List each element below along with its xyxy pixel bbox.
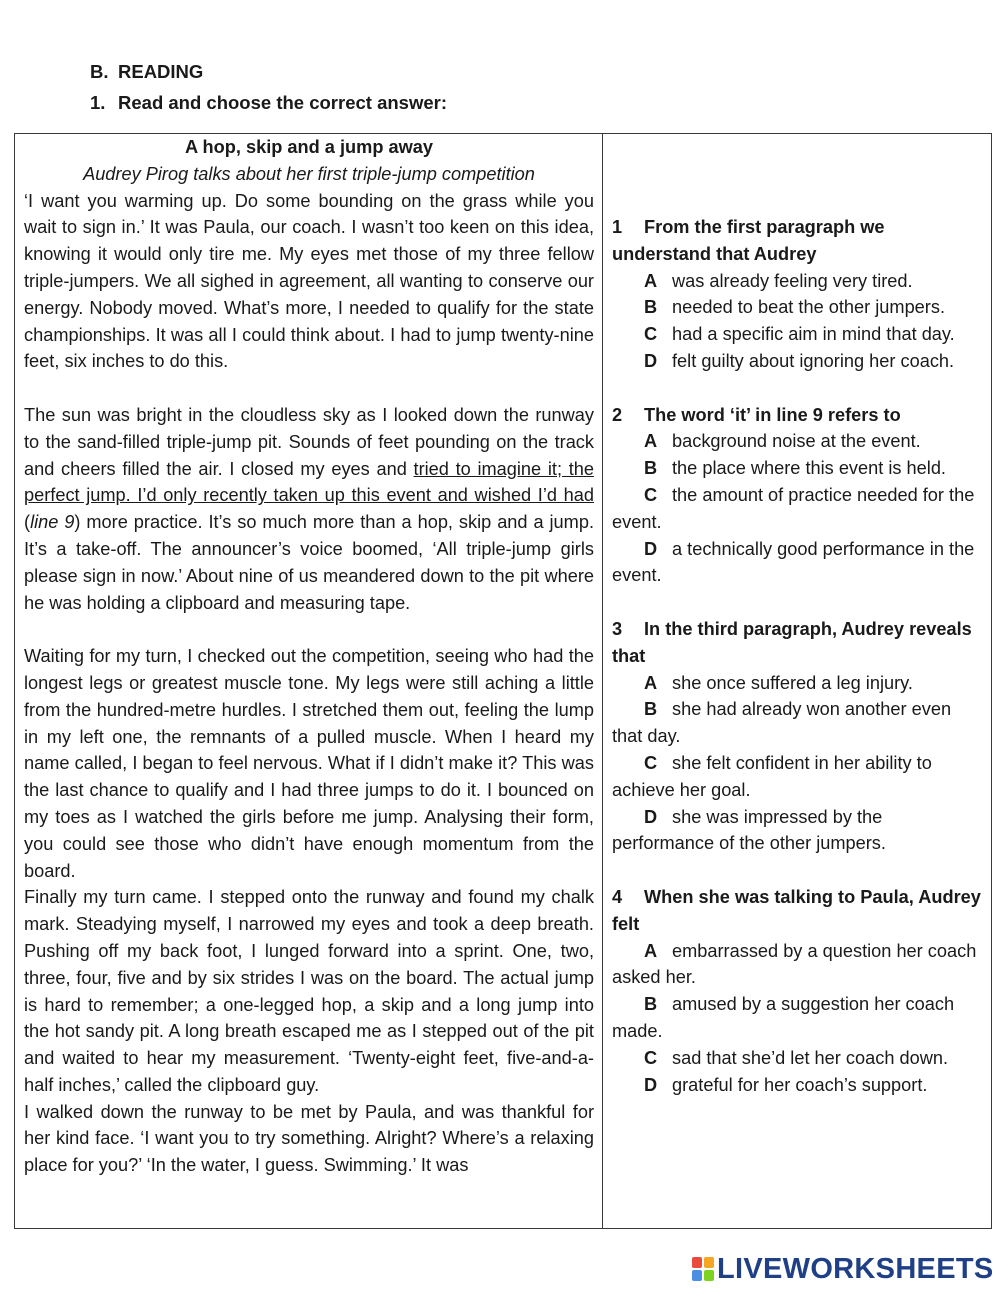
article-column (24, 134, 594, 1228)
questions-column (612, 214, 984, 1098)
section-heading (90, 61, 203, 83)
section-title: READING (118, 61, 204, 82)
option-a[interactable]: A she once suffered a leg injury. (644, 672, 913, 693)
question-stem: In the third paragraph, Audrey reveals that (612, 618, 972, 666)
option-c[interactable]: C the amount of practice needed for the event. (612, 484, 975, 532)
option-c[interactable]: C had a specific aim in mind that day. (644, 324, 955, 345)
option-d[interactable]: D she was impressed by the performance of the other jumpers. (612, 806, 886, 854)
option-a[interactable]: A was already feeling very tired. (644, 270, 913, 291)
question-2 (612, 402, 984, 590)
logo-text: LIVEWORKSHEETS (717, 1252, 994, 1285)
task-number: 1. (90, 92, 106, 113)
section-letter: B. (90, 61, 109, 82)
question-number: 3 (612, 618, 623, 639)
article-subtitle: Audrey Pirog talks about her first triple-jump competition (83, 163, 535, 184)
logo-blocks-icon (692, 1257, 714, 1281)
liveworksheets-logo[interactable] (692, 1254, 994, 1284)
paragraph-4: Finally my turn came. I stepped onto the runway and found my chalk mark. Steadying myself, I narrowed my eyes and took a deep breath. Pushing off my back foot, I lunged forward into a sprint. One, two, three, four, five and by six strides I was on the board. The actual jump is hard to remember; a one-legged hop, a skip and a long jump into the hot sandy pit. A long breath escaped me as I stepped out of the pit and waited to hear my measurement. ‘Twenty-eight feet, five-and-a-half inches,’ called the clipboard guy. (24, 887, 594, 1095)
paragraph-2-rest: ) more practice. It’s so much more than a hop, skip and a jump. It’s a take-off. The announcer’s voice boomed, ‘All triple-jump girls please sign in now.’ About nine of us meandered down to the pit where he was holding a clipboard and measuring tape. (24, 512, 594, 613)
article-title: A hop, skip and a jump away (185, 137, 433, 157)
option-b[interactable]: B she had already won another even that day. (612, 699, 952, 747)
paragraph-2-text: The sun was bright in the cloudless sky as I looked down the runway to the sand-filled triple-jump pit. Sounds of feet pounding on the track and cheers filled the air. I closed my eyes and (24, 404, 594, 479)
option-a[interactable]: A background noise at the event. (644, 431, 921, 452)
option-c[interactable]: C she felt confident in her ability to achieve her goal. (612, 752, 932, 800)
task-heading (90, 92, 447, 114)
option-d[interactable]: D felt guilty about ignoring her coach. (644, 350, 955, 371)
question-number: 4 (612, 886, 623, 907)
paragraph-2: The sun was bright in the cloudless sky as I looked down the runway to the sand-filled triple-jump pit. Sounds of feet pounding on the track and cheers filled the air. I closed my eyes and tried to imagine it; the perfect jump. I’d only recently taken up this event and wished I’d had (line 9) more practice. It’s so much more than a hop, skip and a jump. It’s a take-off. The announcer’s voice boomed, ‘All triple-jump girls please sign in now.’ About nine of us meandered down to the pit where he was holding a clipboard and measuring tape. (24, 404, 594, 613)
option-b[interactable]: B amused by a suggestion her coach made. (612, 994, 955, 1041)
paragraph-5: I walked down the runway to be met by Paula, and was thankful for her kind face. ‘I want you to try something. Alright? Where’s a relaxing place for you?’ ‘In the water, I guess. Swimming.’ It was (24, 1101, 594, 1176)
paragraph-1: ‘I want you warming up. Do some bounding on the grass while you wait to sign in.’ It was Paula, our coach. I wasn’t too keen on this idea, knowing it would only tire me. My eyes met those of my three fellow triple-jumpers. We all sighed in agreement, all wanting to conserve our energy. Nobody moved. What’s more, I needed to qualify for the state championships. It was all I could think about. I had to jump twenty-nine feet, six inches to do this. (24, 190, 594, 372)
paragraph-3: Waiting for my turn, I checked out the competition, seeing who had the longest legs or greatest muscle tone. My legs were still aching a little from the hundred-metre hurdles. I stretched them out, feeling the lump in my left one, the remnants of a pulled muscle. When I heard my name called, I began to feel nervous. What if I didn’t make it? This was the last chance to qualify and I had three jumps to do it. I bounced on my toes as I watched the girls before me jump. Analysing their form, you could see those who didn’t have enough momentum from the board. (24, 646, 594, 881)
question-number: 2 (612, 404, 623, 425)
question-1 (612, 214, 984, 375)
option-d[interactable]: D grateful for her coach’s support. (644, 1074, 928, 1095)
column-divider (602, 133, 603, 1229)
option-a[interactable]: A embarrassed by a question her coach asked her. (612, 940, 977, 988)
question-4 (612, 884, 984, 1098)
question-stem: From the first paragraph we understand that Audrey (612, 217, 885, 264)
option-b[interactable]: B needed to beat the other jumpers. (644, 297, 945, 318)
underlined-phrase: tried to imagine it; the perfect jump. I’d only recently taken up this event and wished I’d had (24, 458, 594, 506)
option-c[interactable]: C sad that she’d let her coach down. (644, 1047, 949, 1068)
option-b[interactable]: B the place where this event is held. (644, 458, 946, 479)
line-reference: line 9 (30, 512, 75, 533)
task-instruction: Read and choose the correct answer: (118, 92, 447, 113)
question-stem: When she was talking to Paula, Audrey felt (612, 886, 981, 934)
question-3 (612, 616, 984, 857)
question-number: 1 (612, 217, 623, 237)
option-d[interactable]: D a technically good performance in the event. (612, 538, 975, 586)
question-stem: The word ‘it’ in line 9 refers to (644, 404, 901, 425)
